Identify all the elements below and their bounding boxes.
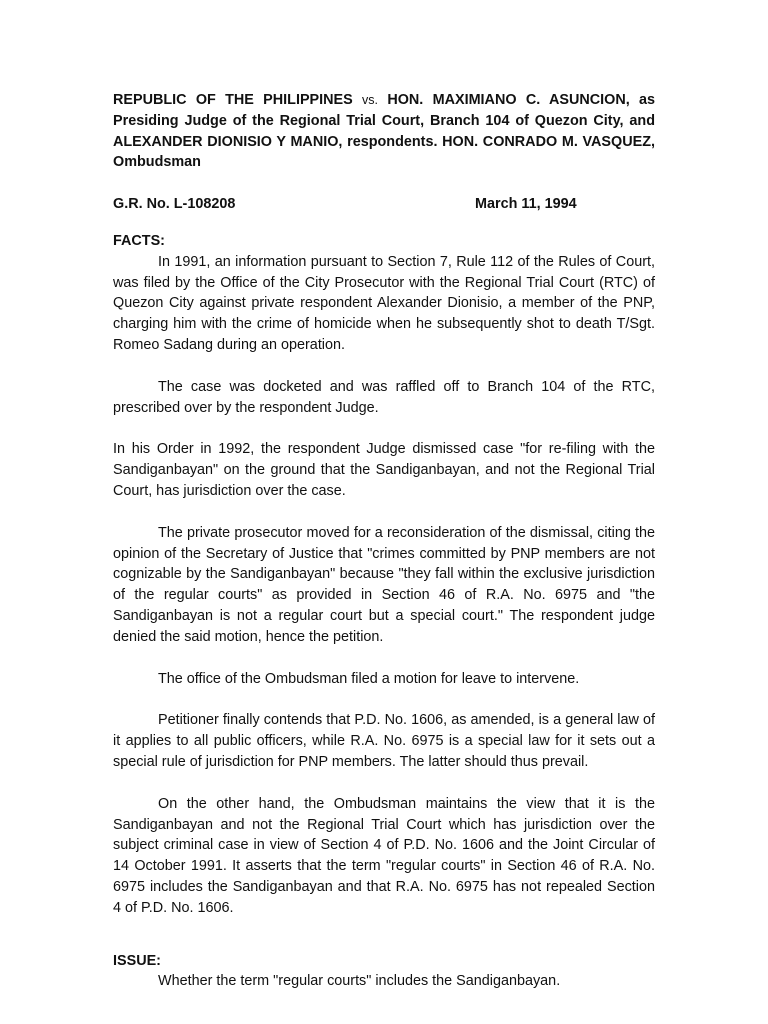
facts-heading: FACTS: [113,232,165,249]
case-number: G.R. No. L-108208 [113,196,236,213]
case-info-row [113,194,655,215]
case-date: March 11, 1994 [475,196,577,213]
case-title [113,90,655,173]
facts-paragraph-7: On the other hand, the Ombudsman maintains the view that it is the Sandiganbayan and not the Regional Trial Court which has jurisdiction over the subject criminal case in view of Section 4 of P.D. No. 1606 and the Joint Circular of 14 October 1991. It asserts that the term "regular courts" in Section 46 of R.A. No. 6975 includes the Sandiganbayan and that R.A. No. 6975 has not repealed Section 4 of P.D. No. 1606. [113,795,655,916]
facts-paragraph-1: In 1991, an information pursuant to Section 7, Rule 112 of the Rules of Court, was filed by the Office of the City Prosecutor with the Regional Trial Court (RTC) of Quezon City against private respondent Alexander Dionisio, a member of the PNP, charging him with the crime of homicide when he subsequently shot to death T/Sgt. Romeo Sadang during an operation. [113,253,655,353]
case-title-versus: vs. [362,93,379,107]
facts-paragraph-2: The case was docketed and was raffled off to Branch 104 of the RTC, prescribed over by the respondent Judge. [113,378,655,416]
facts-paragraph-3: In his Order in 1992, the respondent Judge dismissed case "for re-filing with the Sandiganbayan" on the ground that the Sandiganbayan, and not the Regional Trial Court, has jurisdiction over the case. [113,441,655,499]
facts-paragraph-5: The office of the Ombudsman filed a motion for leave to intervene. [158,670,580,687]
issue-text: Whether the term "regular courts" includes the Sandiganbayan. [158,973,561,990]
document-page [113,90,655,992]
case-title-petitioner: REPUBLIC OF THE PHILIPPINES [113,92,353,108]
facts-paragraph-4: The private prosecutor moved for a reconsideration of the dismissal, citing the opinion of the Secretary of Justice that "crimes committed by PNP members are not cognizable by the Sandiganbayan" because "they fall within the exclusive jurisdiction of the regular courts" as provided in Section 46 of R.A. No. 6975 and "the Sandiganbayan is not a regular court but a special court." The respondent judge denied the said motion, hence the petition. [113,524,655,645]
issue-heading: ISSUE: [113,952,161,969]
facts-paragraph-6: Petitioner finally contends that P.D. No. 1606, as amended, is a general law of it applies to all public officers, while R.A. No. 6975 is a special law for it sets out a special rule of jurisdiction for PNP members. The latter should thus prevail. [113,712,655,770]
case-title-respondents: HON. MAXIMIANO C. ASUNCION, as Presiding Judge of the Regional Trial Court, Branch 104 of Quezon City, and ALEXANDER DIONISIO Y MANIO, respondents. HON. CONRADO M. VASQUEZ, Ombudsman [113,92,656,171]
